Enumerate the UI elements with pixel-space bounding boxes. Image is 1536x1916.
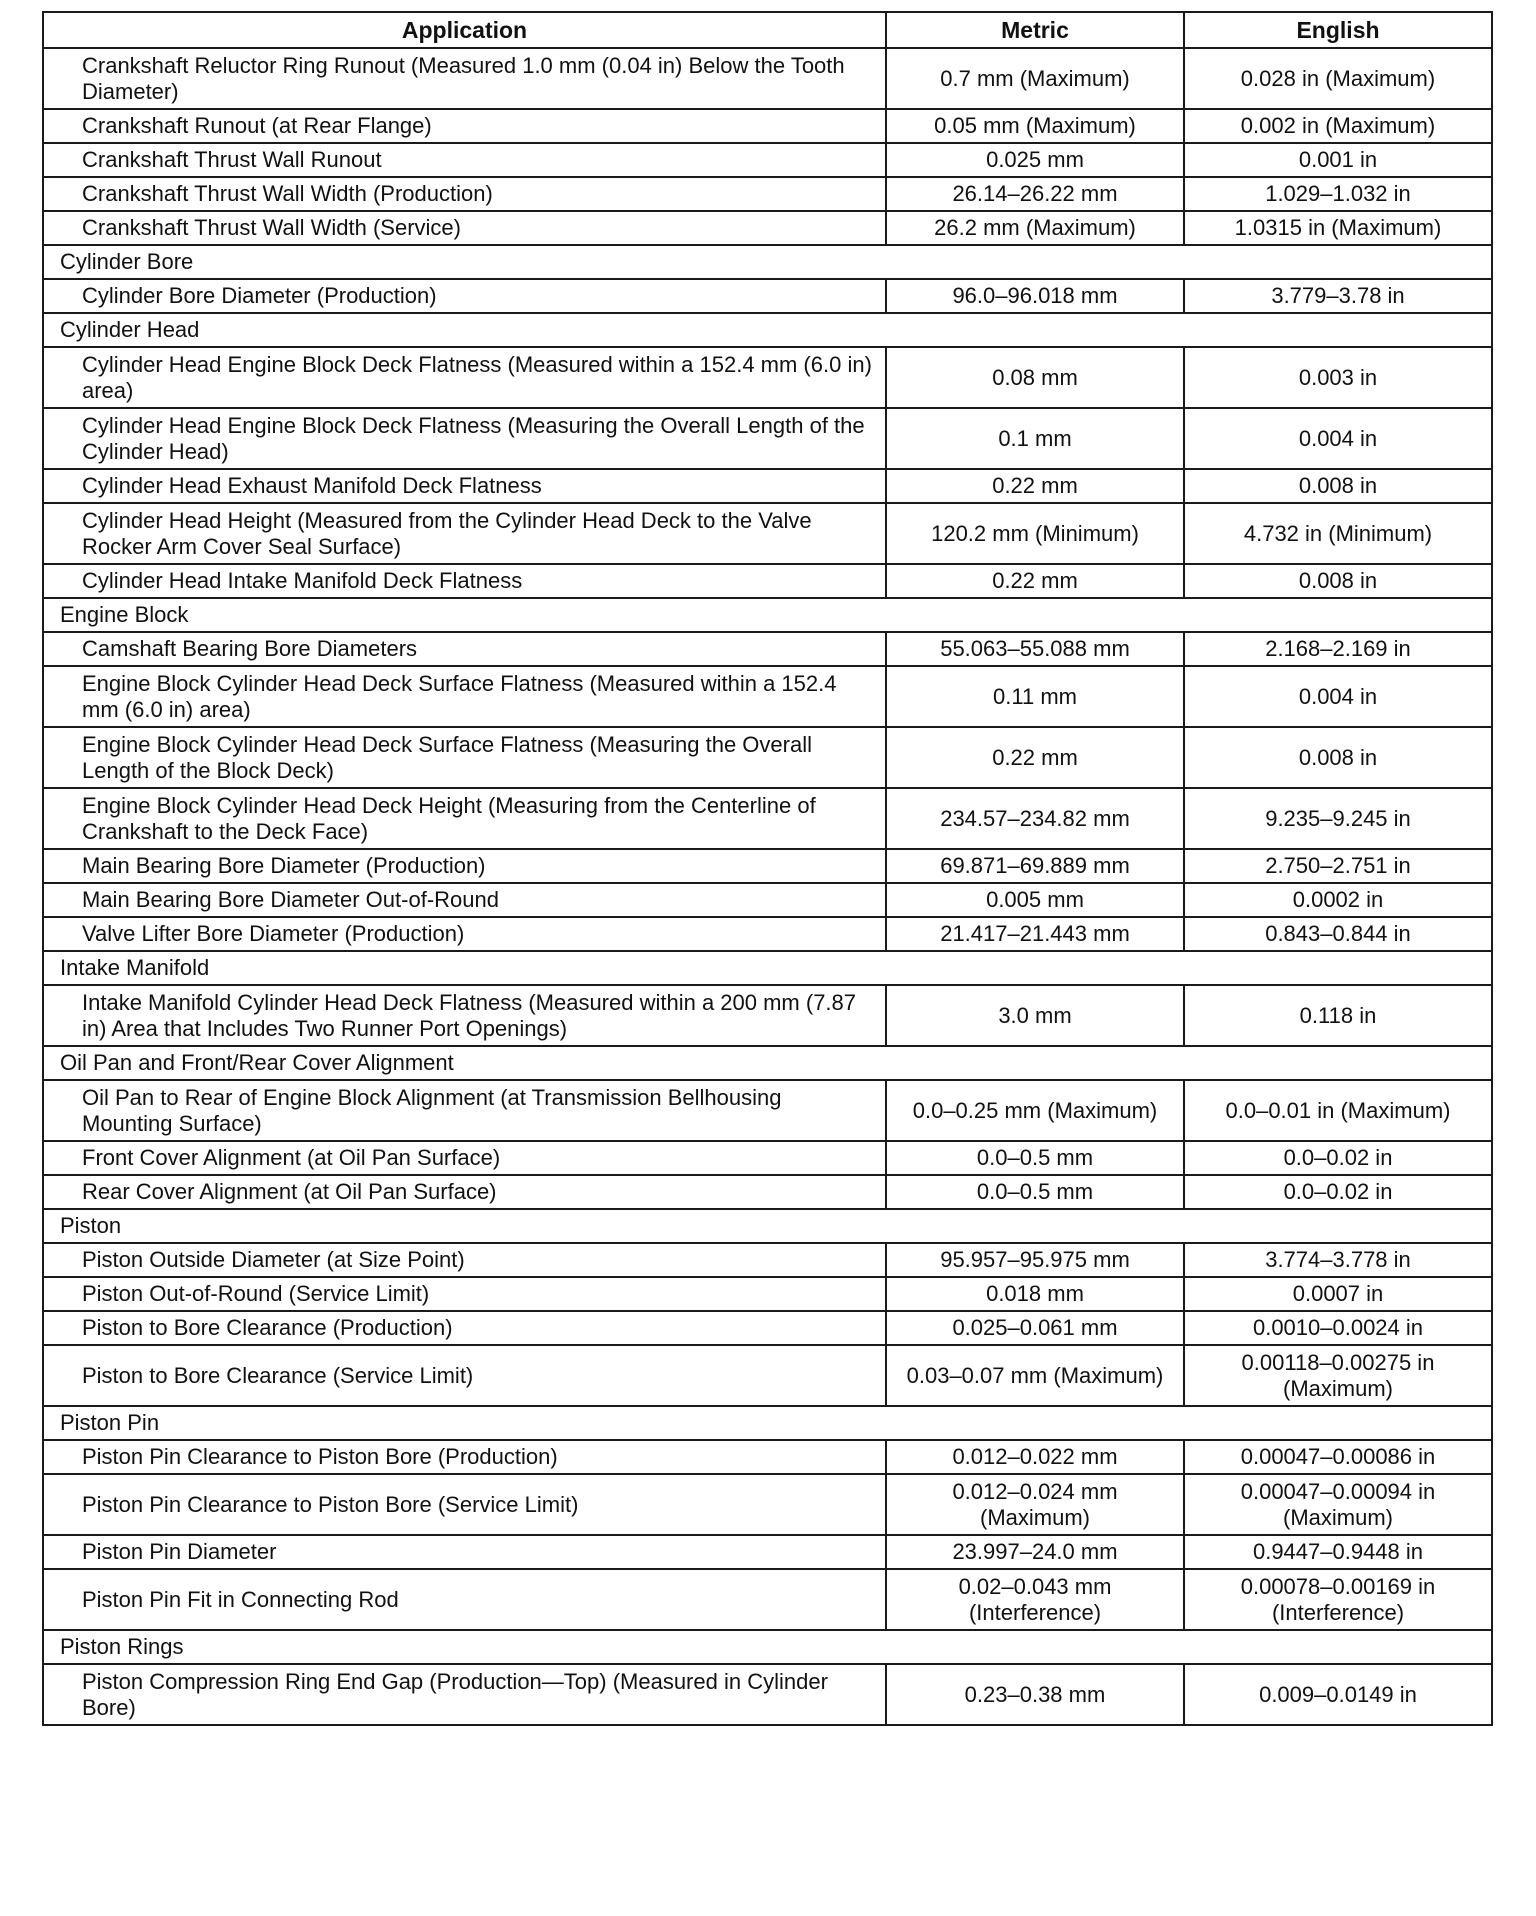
table-body	[43, 48, 1492, 1725]
application-cell: Camshaft Bearing Bore Diameters	[43, 632, 886, 666]
table-row	[43, 279, 1492, 313]
table-row	[43, 143, 1492, 177]
application-cell: Crankshaft Thrust Wall Width (Production)	[43, 177, 886, 211]
application-cell: Cylinder Head Exhaust Manifold Deck Flatness	[43, 469, 886, 503]
metric-cell: 26.2 mm (Maximum)	[886, 211, 1184, 245]
application-cell: Piston Pin Diameter	[43, 1535, 886, 1569]
application-cell: Engine Block Cylinder Head Deck Height (Measuring from the Centerline of Crankshaft to the Deck Face)	[43, 788, 886, 849]
english-cell: 0.0–0.01 in (Maximum)	[1184, 1080, 1492, 1141]
metric-cell: 0.11 mm	[886, 666, 1184, 727]
metric-cell: 0.22 mm	[886, 564, 1184, 598]
application-cell: Piston Outside Diameter (at Size Point)	[43, 1243, 886, 1277]
english-cell: 0.0007 in	[1184, 1277, 1492, 1311]
metric-cell: 21.417–21.443 mm	[886, 917, 1184, 951]
english-cell: 0.028 in (Maximum)	[1184, 48, 1492, 109]
english-cell: 0.004 in	[1184, 408, 1492, 469]
application-cell: Engine Block Cylinder Head Deck Surface Flatness (Measured within a 152.4 mm (6.0 in) area)	[43, 666, 886, 727]
section-title: Cylinder Bore	[43, 245, 1492, 279]
section-title: Intake Manifold	[43, 951, 1492, 985]
metric-cell: 96.0–96.018 mm	[886, 279, 1184, 313]
english-cell: 0.0002 in	[1184, 883, 1492, 917]
english-cell: 0.004 in	[1184, 666, 1492, 727]
metric-cell: 0.05 mm (Maximum)	[886, 109, 1184, 143]
table-row	[43, 109, 1492, 143]
metric-cell: 0.0–0.25 mm (Maximum)	[886, 1080, 1184, 1141]
table-row	[43, 1569, 1492, 1630]
metric-cell: 0.025 mm	[886, 143, 1184, 177]
english-cell: 0.00078–0.00169 in (Interference)	[1184, 1569, 1492, 1630]
application-cell: Intake Manifold Cylinder Head Deck Flatness (Measured within a 200 mm (7.87 in) Area that Includes Two Runner Port Openings)	[43, 985, 886, 1046]
metric-cell: 23.997–24.0 mm	[886, 1535, 1184, 1569]
metric-cell: 0.0–0.5 mm	[886, 1175, 1184, 1209]
header-english: English	[1184, 12, 1492, 48]
application-cell: Front Cover Alignment (at Oil Pan Surface)	[43, 1141, 886, 1175]
metric-cell: 3.0 mm	[886, 985, 1184, 1046]
table-row	[43, 788, 1492, 849]
application-cell: Piston Pin Clearance to Piston Bore (Service Limit)	[43, 1474, 886, 1535]
table-row	[43, 1664, 1492, 1725]
english-cell: 1.0315 in (Maximum)	[1184, 211, 1492, 245]
metric-cell: 0.018 mm	[886, 1277, 1184, 1311]
metric-cell: 0.08 mm	[886, 347, 1184, 408]
application-cell: Piston Out-of-Round (Service Limit)	[43, 1277, 886, 1311]
english-cell: 0.008 in	[1184, 727, 1492, 788]
application-cell: Cylinder Head Engine Block Deck Flatness (Measured within a 152.4 mm (6.0 in) area)	[43, 347, 886, 408]
table-row	[43, 985, 1492, 1046]
metric-cell: 0.02–0.043 mm (Interference)	[886, 1569, 1184, 1630]
section-row	[43, 1046, 1492, 1080]
table-row	[43, 469, 1492, 503]
header-metric: Metric	[886, 12, 1184, 48]
table-row	[43, 211, 1492, 245]
table-row	[43, 1440, 1492, 1474]
table-row	[43, 408, 1492, 469]
application-cell: Piston Pin Clearance to Piston Bore (Production)	[43, 1440, 886, 1474]
metric-cell: 26.14–26.22 mm	[886, 177, 1184, 211]
section-row	[43, 1630, 1492, 1664]
application-cell: Piston to Bore Clearance (Service Limit)	[43, 1345, 886, 1406]
english-cell: 0.118 in	[1184, 985, 1492, 1046]
application-cell: Main Bearing Bore Diameter Out-of-Round	[43, 883, 886, 917]
table-row	[43, 1345, 1492, 1406]
english-cell: 0.00047–0.00086 in	[1184, 1440, 1492, 1474]
section-row	[43, 1406, 1492, 1440]
english-cell: 2.168–2.169 in	[1184, 632, 1492, 666]
section-row	[43, 951, 1492, 985]
metric-cell: 0.0–0.5 mm	[886, 1141, 1184, 1175]
section-row	[43, 598, 1492, 632]
table-row	[43, 48, 1492, 109]
metric-cell: 0.23–0.38 mm	[886, 1664, 1184, 1725]
table-row	[43, 883, 1492, 917]
application-cell: Oil Pan to Rear of Engine Block Alignment (at Transmission Bellhousing Mounting Surface)	[43, 1080, 886, 1141]
english-cell: 2.750–2.751 in	[1184, 849, 1492, 883]
english-cell: 3.774–3.778 in	[1184, 1243, 1492, 1277]
table-row	[43, 849, 1492, 883]
section-title: Cylinder Head	[43, 313, 1492, 347]
section-title: Piston Rings	[43, 1630, 1492, 1664]
application-cell: Engine Block Cylinder Head Deck Surface Flatness (Measuring the Overall Length of the Block Deck)	[43, 727, 886, 788]
english-cell: 4.732 in (Minimum)	[1184, 503, 1492, 564]
table-row	[43, 1141, 1492, 1175]
table-row	[43, 1474, 1492, 1535]
english-cell: 0.008 in	[1184, 469, 1492, 503]
english-cell: 0.843–0.844 in	[1184, 917, 1492, 951]
table-row	[43, 727, 1492, 788]
english-cell: 0.00118–0.00275 in (Maximum)	[1184, 1345, 1492, 1406]
english-cell: 0.0–0.02 in	[1184, 1141, 1492, 1175]
section-title: Piston	[43, 1209, 1492, 1243]
application-cell: Piston Compression Ring End Gap (Production—Top) (Measured in Cylinder Bore)	[43, 1664, 886, 1725]
english-cell: 0.002 in (Maximum)	[1184, 109, 1492, 143]
section-title: Oil Pan and Front/Rear Cover Alignment	[43, 1046, 1492, 1080]
header-application: Application	[43, 12, 886, 48]
english-cell: 0.0010–0.0024 in	[1184, 1311, 1492, 1345]
metric-cell: 120.2 mm (Minimum)	[886, 503, 1184, 564]
metric-cell: 0.7 mm (Maximum)	[886, 48, 1184, 109]
section-title: Piston Pin	[43, 1406, 1492, 1440]
table-row	[43, 1535, 1492, 1569]
metric-cell: 0.03–0.07 mm (Maximum)	[886, 1345, 1184, 1406]
metric-cell: 0.012–0.024 mm (Maximum)	[886, 1474, 1184, 1535]
table-row	[43, 1277, 1492, 1311]
application-cell: Rear Cover Alignment (at Oil Pan Surface)	[43, 1175, 886, 1209]
english-cell: 9.235–9.245 in	[1184, 788, 1492, 849]
english-cell: 0.00047–0.00094 in (Maximum)	[1184, 1474, 1492, 1535]
english-cell: 0.9447–0.9448 in	[1184, 1535, 1492, 1569]
table-row	[43, 917, 1492, 951]
application-cell: Cylinder Head Engine Block Deck Flatness (Measuring the Overall Length of the Cylinder Head)	[43, 408, 886, 469]
english-cell: 3.779–3.78 in	[1184, 279, 1492, 313]
application-cell: Crankshaft Runout (at Rear Flange)	[43, 109, 886, 143]
section-row	[43, 313, 1492, 347]
english-cell: 0.0–0.02 in	[1184, 1175, 1492, 1209]
section-title: Engine Block	[43, 598, 1492, 632]
metric-cell: 234.57–234.82 mm	[886, 788, 1184, 849]
specifications-table	[42, 11, 1493, 1726]
table-row	[43, 1311, 1492, 1345]
metric-cell: 0.012–0.022 mm	[886, 1440, 1184, 1474]
application-cell: Crankshaft Thrust Wall Runout	[43, 143, 886, 177]
english-cell: 0.009–0.0149 in	[1184, 1664, 1492, 1725]
english-cell: 1.029–1.032 in	[1184, 177, 1492, 211]
section-row	[43, 245, 1492, 279]
section-row	[43, 1209, 1492, 1243]
table-row	[43, 564, 1492, 598]
application-cell: Cylinder Head Height (Measured from the Cylinder Head Deck to the Valve Rocker Arm Cover Seal Surface)	[43, 503, 886, 564]
english-cell: 0.003 in	[1184, 347, 1492, 408]
application-cell: Cylinder Head Intake Manifold Deck Flatness	[43, 564, 886, 598]
table-row	[43, 1080, 1492, 1141]
metric-cell: 0.22 mm	[886, 469, 1184, 503]
application-cell: Piston Pin Fit in Connecting Rod	[43, 1569, 886, 1630]
metric-cell: 0.22 mm	[886, 727, 1184, 788]
table-row	[43, 666, 1492, 727]
application-cell: Crankshaft Thrust Wall Width (Service)	[43, 211, 886, 245]
table-row	[43, 632, 1492, 666]
table-row	[43, 177, 1492, 211]
application-cell: Crankshaft Reluctor Ring Runout (Measured 1.0 mm (0.04 in) Below the Tooth Diameter)	[43, 48, 886, 109]
table-row	[43, 1243, 1492, 1277]
table-row	[43, 1175, 1492, 1209]
metric-cell: 55.063–55.088 mm	[886, 632, 1184, 666]
header-row	[43, 12, 1492, 48]
table-row	[43, 347, 1492, 408]
metric-cell: 0.1 mm	[886, 408, 1184, 469]
application-cell: Valve Lifter Bore Diameter (Production)	[43, 917, 886, 951]
english-cell: 0.001 in	[1184, 143, 1492, 177]
application-cell: Main Bearing Bore Diameter (Production)	[43, 849, 886, 883]
english-cell: 0.008 in	[1184, 564, 1492, 598]
metric-cell: 95.957–95.975 mm	[886, 1243, 1184, 1277]
table-row	[43, 503, 1492, 564]
metric-cell: 69.871–69.889 mm	[886, 849, 1184, 883]
application-cell: Piston to Bore Clearance (Production)	[43, 1311, 886, 1345]
metric-cell: 0.025–0.061 mm	[886, 1311, 1184, 1345]
application-cell: Cylinder Bore Diameter (Production)	[43, 279, 886, 313]
metric-cell: 0.005 mm	[886, 883, 1184, 917]
